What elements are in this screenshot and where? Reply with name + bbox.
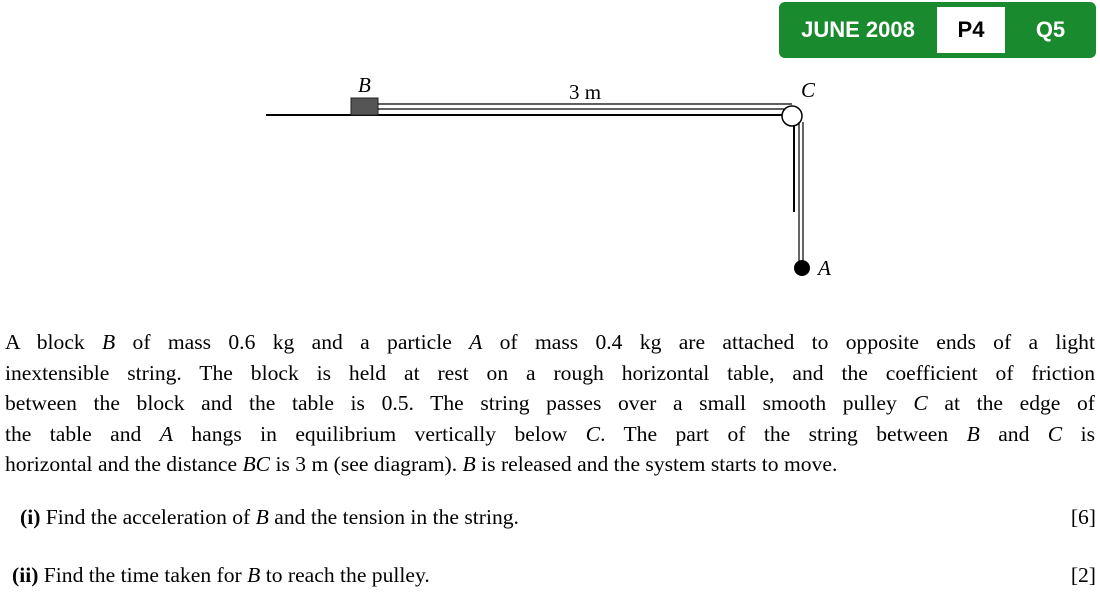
pulley-c-label: C [801,78,816,102]
question-part-ii [0,563,1100,593]
exam-date: JUNE 2008 [801,17,915,42]
problem-line: A block B of mass 0.6 kg and a particle A of mass 0.4 kg are attached to opposite ends of a light [5,330,1095,354]
distance-label: 3 m [569,80,602,104]
particle-a [794,260,810,276]
question-number: Q5 [1035,17,1066,42]
problem-line: horizontal and the distance BC is 3 m (see diagram). B is released and the system starts to move. [5,452,838,476]
block-b [351,98,378,115]
part-text: Find the time taken for B to reach the pulley. [43,563,430,587]
part-marks: [2] [1070,563,1096,587]
question-part-i [0,505,1100,535]
problem-line: the table and A hangs in equilibrium vertically below C. The part of the string between B and C is [5,421,1095,446]
part-label: (i) [20,505,41,529]
problem-statement [5,327,1095,480]
part-label: (ii) [12,563,39,587]
part-marks: [6] [1070,505,1096,529]
block-b-label: B [358,73,371,97]
problem-line: between the block and the table is 0.5. The string passes over a small smooth pulley C at the edge of [5,391,1095,415]
problem-line: inextensible string. The block is held at rest on a rough horizontal table, and the coefficient of friction [5,360,1095,385]
part-text: Find the acceleration of B and the tension in the string. [45,505,519,529]
particle-a-label: A [818,256,831,280]
paper-number: P4 [937,7,1005,53]
